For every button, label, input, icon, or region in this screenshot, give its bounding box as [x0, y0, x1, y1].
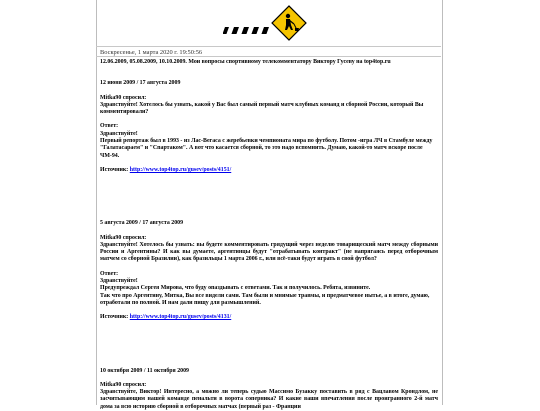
asker-label: Mitka90 спросил:: [100, 381, 147, 388]
source-link[interactable]: http://www.top4top.ru/gusev/posts/4151/: [129, 166, 232, 173]
article: [100, 59, 438, 411]
source-link[interactable]: http://www.top4top.ru/gusev/posts/4131/: [129, 314, 232, 321]
answer-greeting: Здравствуйте!: [100, 130, 138, 137]
date-bar: Воскресенье, 1 марта 2020 г. 19:50:56: [96, 46, 441, 57]
source-line: [100, 314, 438, 321]
source-line: [100, 167, 438, 174]
source-label: Источник:: [100, 314, 129, 321]
section-date: 5 августа 2009 / 17 августа 2009: [100, 220, 184, 227]
answer-label: Ответ:: [100, 123, 119, 130]
answer-text: Предупреждал Сергея Мирова, что буду опаздывать с ответами. Так и получилось. Ребята, извините.: [100, 285, 371, 292]
construction-worker-sign-icon: [223, 5, 315, 41]
section-date: 12 июня 2009 / 17 августа 2009: [100, 80, 181, 87]
asker-label: Mitka90 спросил:: [100, 94, 147, 101]
asker-label: Mitka90 спросил:: [100, 234, 147, 241]
source-label: Источник:: [100, 166, 129, 173]
question-text: Здравствуйте! Хотелось бы узнать, какой у Вас был самый первый матч клубных команд и сборной России, который Вы комментировали?: [100, 101, 424, 116]
answer-text-2: Так что про Аргентину, Митка, Вы все видели сами. Там были и мнимые травмы, и предматчевое нытье, а в итоге, думаю, отработали по полной. И нам дали пищу для размышлений.: [100, 292, 430, 306]
answer-label: Ответ:: [100, 270, 119, 277]
page: [96, 0, 443, 410]
article-title: 12.06.2009, 05.08.2009, 10.10.2009. Мои вопросы спортивному телекомментатору Виктору Гусеву на top4top.ru: [100, 59, 391, 65]
answer-greeting: Здравствуйте!: [100, 278, 138, 285]
question-text: Здравствуйте, Виктор! Интересно, а можно ли теперь судью Массимо Бузакку поставить в ряд с Вацлавом Крондлом, не засчитывающим нашей команде пенальти в ворота соперника? И какие ваши впечатления после проигранного 2-й матч дома за всю историю сборной в отборочных матчах (первый раз - Франции: [100, 389, 438, 410]
question-text: Здравствуйте! Хотелось бы узнать: вы будете комментировать грядущий через неделю товарищеский матч между сборными России и Аргентины? И как вы думаете, аргентинцы будут "отрабатывать контракт" (не напрягаясь перед отборочным матчем со сборной Бразилии), как бразильцы 1 марта 2006 г., или всё-таки будут играть в свой футбол?: [100, 241, 438, 263]
site-banner: [96, 0, 441, 46]
answer-text: Первый репортаж был в 1993 - из Лас-Вегаса с жеребьевки чемпионата мира по футболу. Потом -игра ЛЧ в Стамбуле между "Галатасараем" и "Спартаком". А вот что касается сборной, то это надо вспомнить. Думаю, какой-то матч вскоре после ЧМ-94.: [100, 138, 433, 159]
section-date: 10 октября 2009 / 11 октября 2009: [100, 367, 189, 374]
